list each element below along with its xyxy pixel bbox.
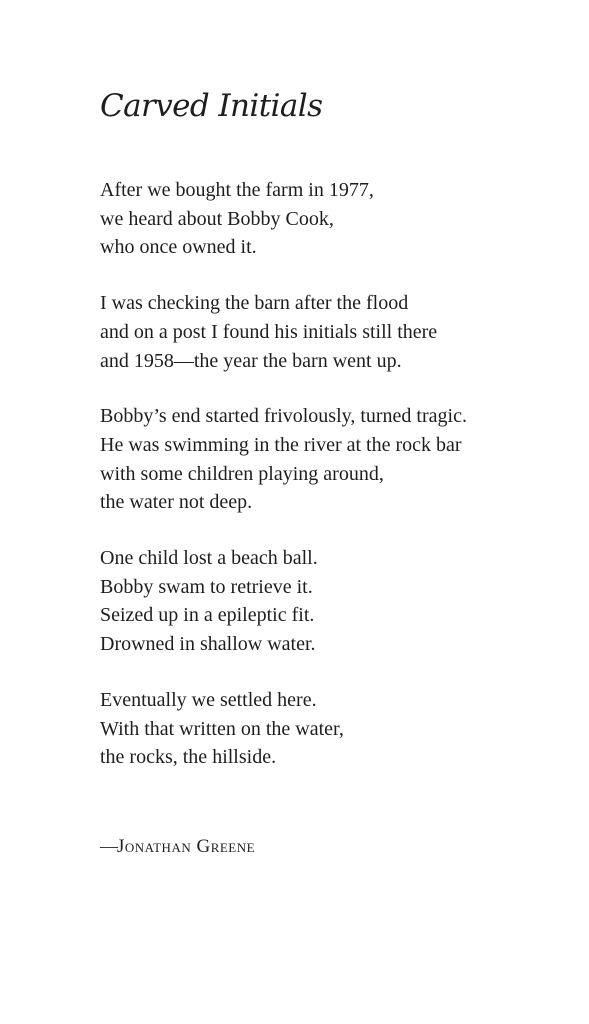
stanza-3 bbox=[100, 402, 570, 517]
poem-line: who once owned it. bbox=[100, 236, 257, 259]
poem-body bbox=[100, 176, 570, 799]
poem-line: One child lost a beach ball. bbox=[100, 547, 318, 570]
poem-line: He was swimming in the river at the rock bar bbox=[100, 433, 462, 456]
poem-line: with some children playing around, bbox=[100, 462, 384, 485]
poem-line: and on a post I found his initials still there bbox=[100, 320, 438, 343]
poem-line: I was checking the barn after the flood bbox=[100, 292, 409, 315]
attribution-dash: — bbox=[100, 836, 117, 856]
author-name: Jonathan Greene bbox=[117, 836, 256, 857]
poem-line: we heard about Bobby Cook, bbox=[100, 207, 334, 230]
stanza-1 bbox=[100, 176, 570, 262]
poem-line: and 1958—the year the barn went up. bbox=[100, 349, 402, 372]
poem-line: With that written on the water, bbox=[100, 717, 344, 740]
poem-line: Bobby’s end started frivolously, turned tragic. bbox=[100, 405, 467, 428]
poem-line: After we bought the farm in 1977, bbox=[100, 179, 374, 201]
poem-line: the rocks, the hillside. bbox=[100, 746, 277, 769]
author-attribution bbox=[100, 834, 255, 859]
stanza-4 bbox=[100, 544, 570, 659]
poem-line: Bobby swam to retrieve it. bbox=[100, 575, 313, 598]
poem-line: Drowned in shallow water. bbox=[100, 633, 316, 656]
poem-line: Eventually we settled here. bbox=[100, 688, 317, 711]
poem-title: Carved Initials bbox=[100, 88, 323, 124]
poem-line: Seized up in a epileptic fit. bbox=[100, 604, 315, 627]
stanza-5 bbox=[100, 686, 570, 772]
poem-line: the water not deep. bbox=[100, 491, 253, 514]
stanza-2 bbox=[100, 289, 570, 375]
